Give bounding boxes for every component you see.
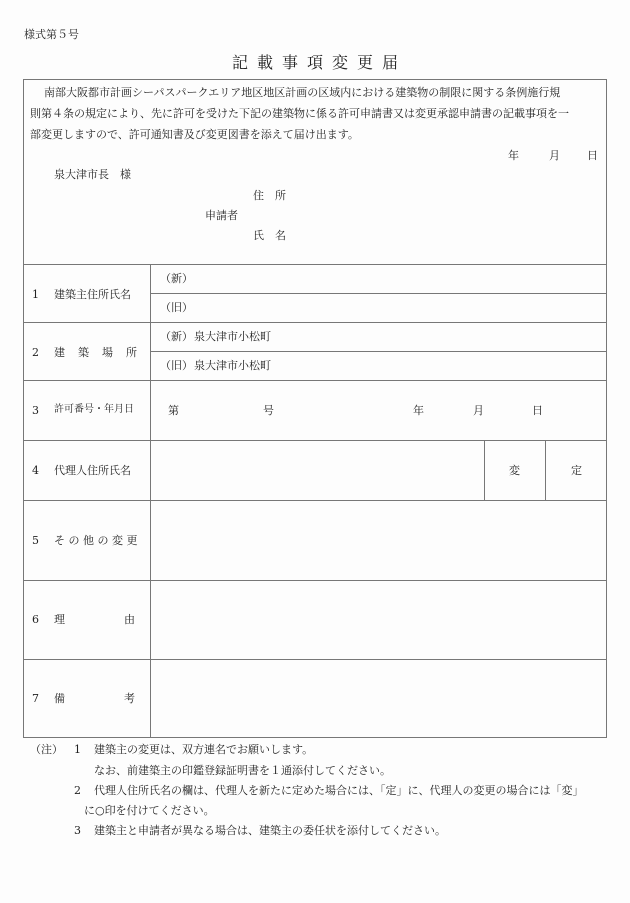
label-column-divider: [150, 264, 151, 738]
option-divider-1: [484, 440, 485, 500]
row-1-old-prefix: （旧）: [160, 301, 193, 314]
row-5-label: そ の 他 の 変 更: [54, 534, 138, 547]
applicant-address-label: 住 所: [253, 189, 286, 202]
remarks-field[interactable]: [155, 664, 601, 734]
permit-number-field[interactable]: [185, 400, 257, 420]
row-divider: [150, 351, 607, 352]
note-1-number: 1: [74, 743, 81, 756]
agent-address-name-field[interactable]: [155, 445, 479, 495]
row-divider: [23, 440, 607, 441]
notes-heading: （注）: [30, 743, 63, 756]
row-2-old-prefix: （旧）: [160, 359, 193, 372]
row-2-number: 2: [32, 346, 39, 359]
note-2-number: 2: [74, 784, 81, 797]
row-2-new-prefix: （新）: [160, 330, 193, 343]
permit-day-label: 日: [532, 404, 543, 417]
row-1-new-prefix: （新）: [160, 272, 193, 285]
permit-number-prefix: 第: [168, 404, 179, 417]
row-3-label: 許可番号・年月日: [54, 404, 134, 415]
note-1-line-2: なお、前建築主の印鑑登録証明書を１通添付してください。: [94, 764, 391, 777]
addressee: 泉大津市長 様: [54, 168, 131, 181]
row-4-label: 代理人住所氏名: [54, 464, 131, 477]
row-5-number: 5: [32, 534, 39, 547]
other-changes-field[interactable]: [155, 505, 601, 575]
row-divider: [23, 380, 607, 381]
permit-year-label: 年: [413, 404, 424, 417]
row-divider: [23, 264, 607, 265]
row-2-new-value[interactable]: 泉大津市小松町: [194, 330, 271, 343]
row-6-number: 6: [32, 613, 39, 626]
row-6-label-right: 由: [124, 613, 135, 626]
note-2-line-2: に○印を付けてください。: [84, 804, 215, 817]
row-divider: [150, 293, 607, 294]
row-1-old-field[interactable]: [200, 297, 600, 319]
permit-number-suffix: 号: [263, 404, 274, 417]
applicant-name-label: 氏 名: [253, 229, 286, 242]
applicant-address-field[interactable]: [300, 186, 600, 202]
agent-option-change[interactable]: 変: [509, 464, 520, 477]
row-1-number: 1: [32, 288, 39, 301]
applicant-label: 申請者: [205, 209, 238, 222]
row-7-label-right: 考: [124, 692, 135, 705]
agent-option-define[interactable]: 定: [571, 464, 582, 477]
option-divider-2: [545, 440, 546, 500]
row-4-number: 4: [32, 464, 39, 477]
intro-line-1: 南部大阪都市計画シーパスパークエリア地区地区計画の区域内における建築物の制限に関する条例施行規: [44, 86, 561, 99]
row-divider: [23, 322, 607, 323]
row-divider: [23, 659, 607, 660]
row-7-label-left: 備: [54, 692, 65, 705]
applicant-name-field[interactable]: [300, 226, 600, 242]
row-7-number: 7: [32, 692, 39, 705]
date-month-label: 月: [549, 149, 560, 162]
note-1-line-1: 建築主の変更は、双方連名でお願いします。: [94, 743, 314, 756]
intro-line-3: 部変更しますので、許可通知書及び変更図書を添えて届け出ます。: [30, 128, 359, 141]
row-3-number: 3: [32, 404, 39, 417]
row-2-old-value[interactable]: 泉大津市小松町: [194, 359, 271, 372]
note-2-line-1: 代理人住所氏名の欄は、代理人を新たに定めた場合には、「定」に、代理人の変更の場合には「変」: [94, 784, 584, 797]
note-3-line-1: 建築主と申請者が異なる場合は、建築主の委任状を添付してください。: [94, 824, 446, 837]
permit-month-label: 月: [473, 404, 484, 417]
intro-line-2: 則第４条の規定により、先に許可を受けた下記の建築物に係る許可申請書又は変更承認申請書の記載事項を一: [30, 107, 569, 120]
note-3-number: 3: [74, 824, 81, 837]
row-1-new-field[interactable]: [200, 268, 600, 290]
reason-field[interactable]: [155, 585, 601, 655]
row-divider: [23, 500, 607, 501]
row-1-label: 建築主住所氏名: [54, 288, 131, 301]
row-6-label-left: 理: [54, 613, 65, 626]
row-divider: [23, 580, 607, 581]
date-day-label: 日: [587, 149, 598, 162]
page-title: 記載事項変更届: [231, 53, 407, 72]
row-2-label: 建 築 場 所: [54, 346, 138, 359]
form-number: 様式第５号: [24, 28, 79, 41]
date-year-label: 年: [508, 149, 519, 162]
